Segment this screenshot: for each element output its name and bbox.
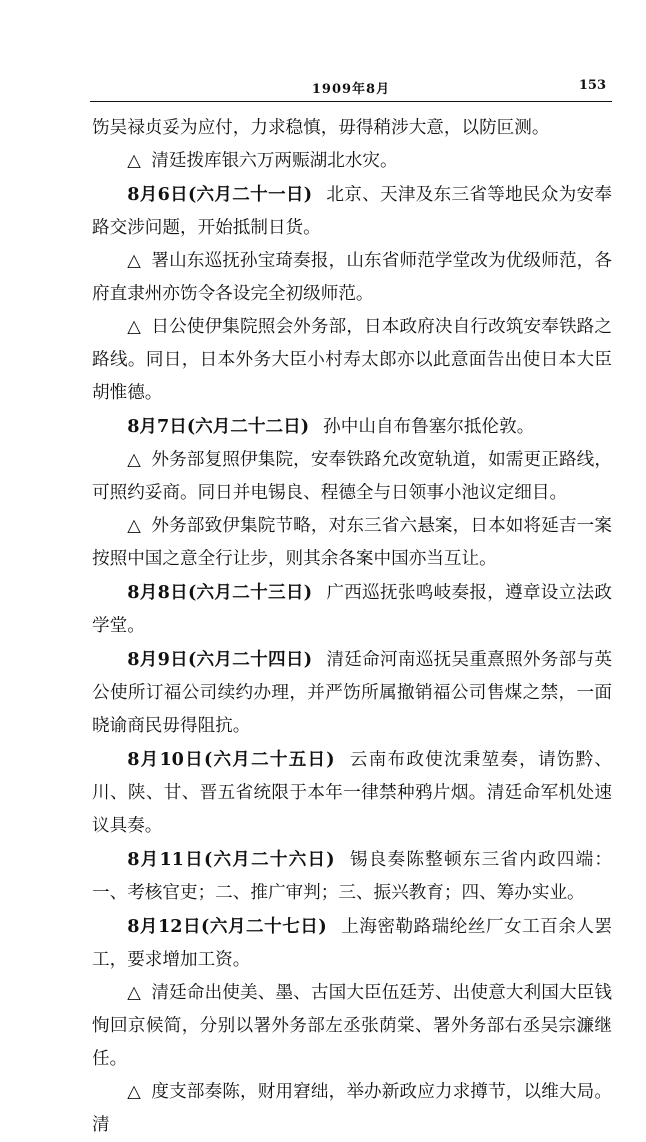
paragraph (92, 576, 612, 643)
entry-date: 8月9日(六月二十四日) (127, 649, 313, 670)
entry-text: 度支部奏陈，财用窘绌，举办新政应力求撙节，以维大局。清 (92, 1082, 613, 1135)
triangle-marker: △ (127, 317, 141, 337)
paragraph (92, 410, 612, 444)
entry-date: 8月7日(六月二十二日) (127, 416, 310, 437)
entry-text: 锡良奏陈整顿东三省内政四端：一、考核官吏；二、推广审判；三、振兴教育；四、筹办实业。 (92, 850, 612, 903)
page-number: 153 (578, 78, 606, 93)
entry-text: 清廷命河南巡抚吴重熹照外务部与英公使所订福公司续约办理，并严饬所属撤销福公司售煤之禁，一面晓谕商民毋得阻抗。 (92, 650, 612, 736)
paragraph (92, 245, 612, 311)
paragraph (92, 444, 612, 510)
paragraph (92, 112, 612, 145)
entry-text: 饬吴禄贞妥为应付，力求稳慎，毋得稍涉大意，以防叵测。 (92, 118, 550, 138)
running-header (92, 78, 610, 100)
entry-text: 外务部复照伊集院，安奉铁路允改宽轨道，如需更正路线，可照约妥商。同日并电锡良、程德全与日领事小池议定细目。 (92, 450, 613, 503)
paragraph (92, 977, 612, 1076)
paragraph (92, 843, 612, 910)
entry-date: 8月8日(六月二十三日) (127, 582, 313, 603)
entry-text: 云南布政使沈秉堃奏，请饬黔、川、陕、甘、晋五省统限于本年一律禁种鸦片烟。清廷命军机处速议具奏。 (92, 750, 612, 836)
triangle-marker: △ (127, 516, 141, 536)
entry-text: 广西巡抚张鸣岐奏报，遵章设立法政学堂。 (92, 583, 612, 636)
entry-text: 外务部致伊集院节略，对东三省六悬案，日本如将延吉一案按照中国之意全行让步，则其余各案中国亦当互让。 (92, 516, 613, 569)
page-body (92, 112, 612, 1142)
entry-text: 清廷拨库银六万两赈湖北水灾。 (151, 151, 398, 171)
paragraph (92, 743, 612, 843)
header-rule (90, 101, 612, 102)
triangle-marker: △ (127, 450, 141, 470)
paragraph (92, 1076, 612, 1142)
entry-text: 上海密勒路瑞纶丝厂女工百余人罢工，要求增加工资。 (92, 917, 612, 970)
entry-date: 8月11日(六月二十六日) (127, 849, 335, 870)
triangle-marker: △ (127, 1082, 141, 1102)
triangle-marker: △ (127, 251, 141, 271)
entry-text: 署山东巡抚孙宝琦奏报，山东省师范学堂改为优级师范，各府直隶州亦饬令各设完全初级师范。 (92, 251, 613, 304)
paragraph (92, 910, 612, 977)
entry-text: 北京、天津及东三省等地民众为安奉路交涉问题，开始抵制日货。 (92, 185, 612, 238)
header-title: 1909年8月 (311, 82, 391, 97)
entry-date: 8月12日(六月二十七日) (127, 916, 327, 937)
entry-date: 8月6日(六月二十一日) (127, 184, 313, 205)
paragraph (92, 145, 612, 178)
paragraph (92, 510, 612, 576)
triangle-marker: △ (127, 983, 141, 1003)
entry-text: 孙中山自布鲁塞尔抵伦敦。 (323, 417, 535, 437)
paragraph (92, 643, 612, 743)
paragraph (92, 311, 612, 410)
triangle-marker: △ (127, 151, 141, 171)
entry-text: 日公使伊集院照会外务部，日本政府决自行改筑安奉铁路之路线。同日，日本外务大臣小村寿太郎亦以此意面告出使日本大臣胡惟德。 (92, 317, 613, 403)
paragraph (92, 178, 612, 245)
entry-date: 8月10日(六月二十五日) (127, 749, 335, 770)
entry-text: 清廷命出使美、墨、古国大臣伍廷芳、出使意大利国大臣钱恂回京候简，分别以署外务部左丞张荫棠、署外务部右丞吴宗濂继任。 (92, 983, 613, 1069)
